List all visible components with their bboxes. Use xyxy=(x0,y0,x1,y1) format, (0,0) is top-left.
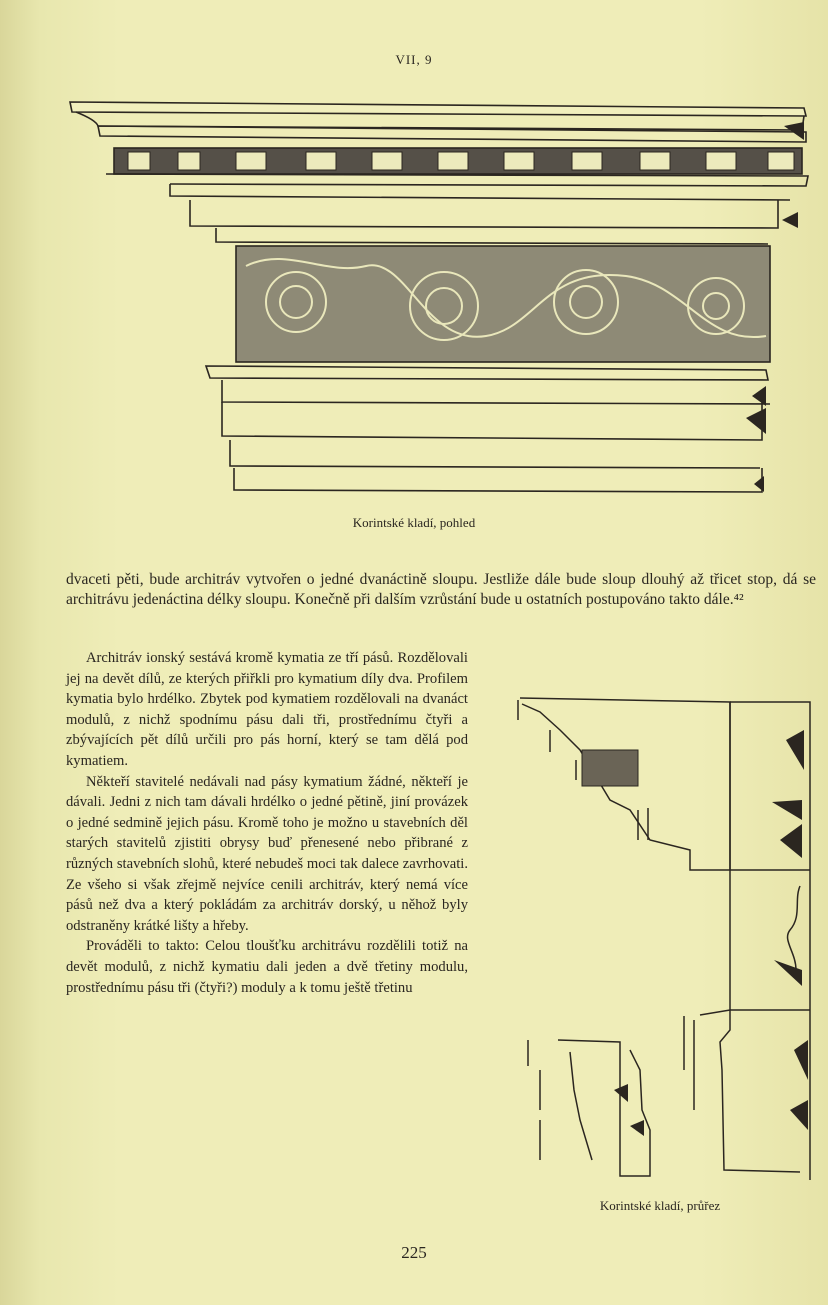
architrave-cyma xyxy=(206,366,768,380)
cornice-crown xyxy=(70,102,806,116)
architrave-profile xyxy=(558,1040,650,1176)
figure-caption-elevation: Korintské kladí, pohled xyxy=(352,515,476,530)
text-column xyxy=(66,648,468,998)
lead-paragraph-text: dvaceti pěti, bude architráv vytvořen o jedné dvanáctině sloupu. Jestliže dále bude sloup dlouhý až třicet stop, dá se architrávu jedenáctina délky sloupu. Konečně při dalším vzrůstání bude u ostatních postupováno takto dále.⁴² xyxy=(66,571,816,608)
paragraph-ionic-architrave: Architráv ionský sestává kromě kymatia ze tří pásů. Rozdělovali jej na devět dílů, ze kterých přiřkli pro kymatium díly dva. Profilem kymatia bylo hrdélko. Zbytek pod kymatiem rozdělovali na dvanáct modulů, z nichž spodnímu pásu dali tři, prostřednímu čtyři a zbývajících pět dílů určili pro pás horní, který se tam dělá pod kymatiem. xyxy=(66,650,468,769)
paragraph-procedure: Prováděli to takto: Celou tloušťku architrávu rozdělili totiž na devět modulů, z nichž kymatiu dali jeden a dvě třetiny modulu, prostřednímu pásu tři (čtyři?) moduly a k tomu ještě třetinu xyxy=(66,938,468,996)
page-number: 225 xyxy=(401,1243,427,1262)
figure-caption-section: Korintské kladí, průřez xyxy=(599,1198,721,1213)
running-head: VII, 9 xyxy=(395,52,433,67)
entablature-elevation-figure xyxy=(66,96,812,496)
lead-paragraph xyxy=(66,570,816,610)
modillion xyxy=(582,750,638,786)
entablature-section-figure xyxy=(510,690,815,1190)
paragraph-builders: Někteří stavitelé nedávali nad pásy kymatium žádné, někteří je dávali. Jedni z nich tam dávali hrdélko o jedné pětině, jiní provázek o jedné sedmině jejich pásu. Kromě toho je možno u stavebních děl starých stavitelů zjistiti obrysy buď přenesené nebo přibrané z různých stavebních slohů, které nebudeš moci tak dalece zavrhovati. Ze všeho si však zřejmě nejvíce cenili architráv, který nemá více pásů než dva a který pokládám za architráv dorský, u něhož byly odstraněny krátké lišty a hřeby. xyxy=(66,773,468,934)
section-wedges xyxy=(614,730,808,1136)
